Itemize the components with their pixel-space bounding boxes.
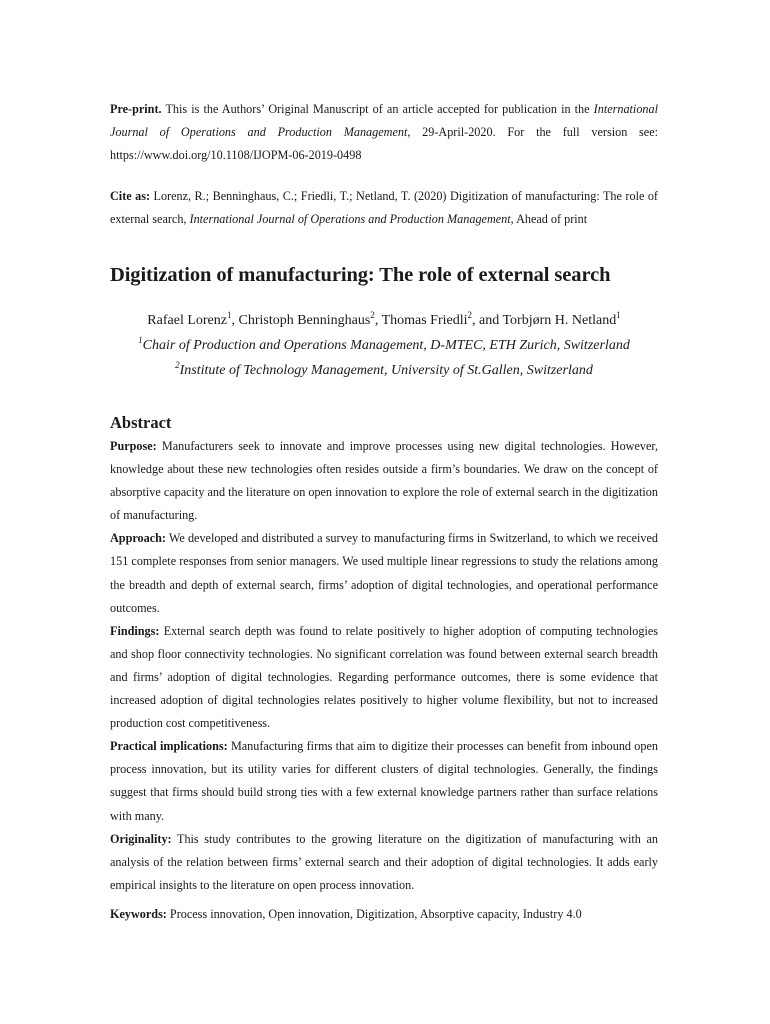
preprint-notice — [110, 98, 658, 167]
author-name: , and Torbjørn H. Netland — [472, 313, 617, 328]
abstract-body — [110, 435, 658, 897]
keywords — [110, 903, 658, 926]
section-label: Purpose: — [110, 439, 157, 453]
affiliation — [110, 358, 658, 383]
section-text: We developed and distributed a survey to manufacturing firms in Switzerland, to which we received 151 complete responses from senior managers. We used multiple linear regressions to study the relations among the breadth and depth of external search, firms’ adoption of digital technologies, and operational performance outcomes. — [110, 531, 658, 615]
author-affil-sup: 2 — [467, 310, 473, 320]
section-label: Originality: — [110, 831, 172, 846]
section-text: External search depth was found to relate positively to higher adoption of computing technologies and shop floor connectivity technologies. No significant correlation was found between external search breadth and firms’ adoption of digital technologies. Regarding performance outcomes, there is some evidence that increased adoption of digital technologies relates positively to higher volume flexibility, but not to increased production cost competitiveness. — [110, 623, 658, 731]
affiliation-text: Chair of Production and Operations Management, D-MTEC, ETH Zurich, Switzerland — [142, 338, 630, 353]
abstract-heading: Abstract — [110, 413, 172, 432]
section-label: Findings: — [110, 623, 160, 638]
author-name: , Christoph Benninghaus — [231, 313, 371, 328]
affiliation-text: Institute of Technology Management, University of St.Gallen, Switzerland — [179, 363, 593, 378]
cite-label: Cite as: — [110, 189, 151, 203]
cite-journal: International Journal of Operations and Production Management — [189, 212, 511, 226]
preprint-text-2: , 29-April-2020. For the full version see: https://www.doi.org/10.1108/IJOPM-06-2019-0498 — [110, 125, 659, 162]
abstract-section-practical-implications — [110, 735, 658, 827]
paper-title: Digitization of manufacturing: The role of external search — [110, 264, 611, 286]
author-affil-sup: 2 — [370, 310, 375, 320]
abstract-section-findings — [110, 620, 658, 735]
author-affil-sup: 1 — [226, 310, 232, 320]
section-text: This study contributes to the growing literature on the digitization of manufacturing with an analysis of the relation between firms’ external search and their adoption of digital technologies. It adds early empirical insights to the literature on open process innovation. — [110, 831, 658, 892]
section-label: Practical implications: — [110, 739, 228, 754]
abstract-section-originality — [110, 828, 658, 897]
preprint-text-1: This is the Authors’ Original Manuscript of an article accepted for publication in the — [161, 102, 594, 116]
cite-text-2: , Ahead of print — [510, 212, 588, 226]
author-name: , Thomas Friedli — [374, 313, 468, 328]
paper-page — [110, 98, 658, 926]
affiliation-sup: 2 — [175, 360, 180, 370]
section-text: Manufacturers seek to innovate and improve processes using new digital technologies. However, knowledge about these new technologies often resides outside a firm’s boundaries. We draw on the concept of absorptive capacity and the literature on open innovation to explore the role of external search in the digitization of manufacturing. — [110, 439, 658, 523]
keywords-label: Keywords: — [110, 906, 167, 921]
author-name: Rafael Lorenz — [147, 313, 227, 328]
affiliation — [110, 333, 658, 358]
affiliation-sup: 1 — [138, 335, 143, 345]
preprint-label: Pre-print. — [110, 102, 162, 116]
section-text: Manufacturing firms that aim to digitize their processes can benefit from inbound open process innovation, but its utility varies for different clusters of digital technologies. Generally, the findings suggest that firms should build strong ties with a few external knowledge partners rather than surface relations with many. — [110, 739, 658, 823]
abstract-section-approach — [110, 527, 658, 619]
preprint-journal: International Journal of Operations and Production Management — [110, 102, 658, 139]
author-list — [110, 309, 658, 333]
cite-text-1: Lorenz, R.; Benninghaus, C.; Friedli, T.; Netland, T. (2020) Digitization of manufacturing: The role of external search, — [110, 189, 658, 226]
keywords-text: Process innovation, Open innovation, Digitization, Absorptive capacity, Industry 4.0 — [166, 906, 582, 921]
abstract-section-purpose — [110, 435, 658, 527]
section-label: Approach: — [110, 531, 166, 546]
author-affil-sup: 1 — [616, 310, 621, 320]
cite-as — [110, 185, 658, 231]
